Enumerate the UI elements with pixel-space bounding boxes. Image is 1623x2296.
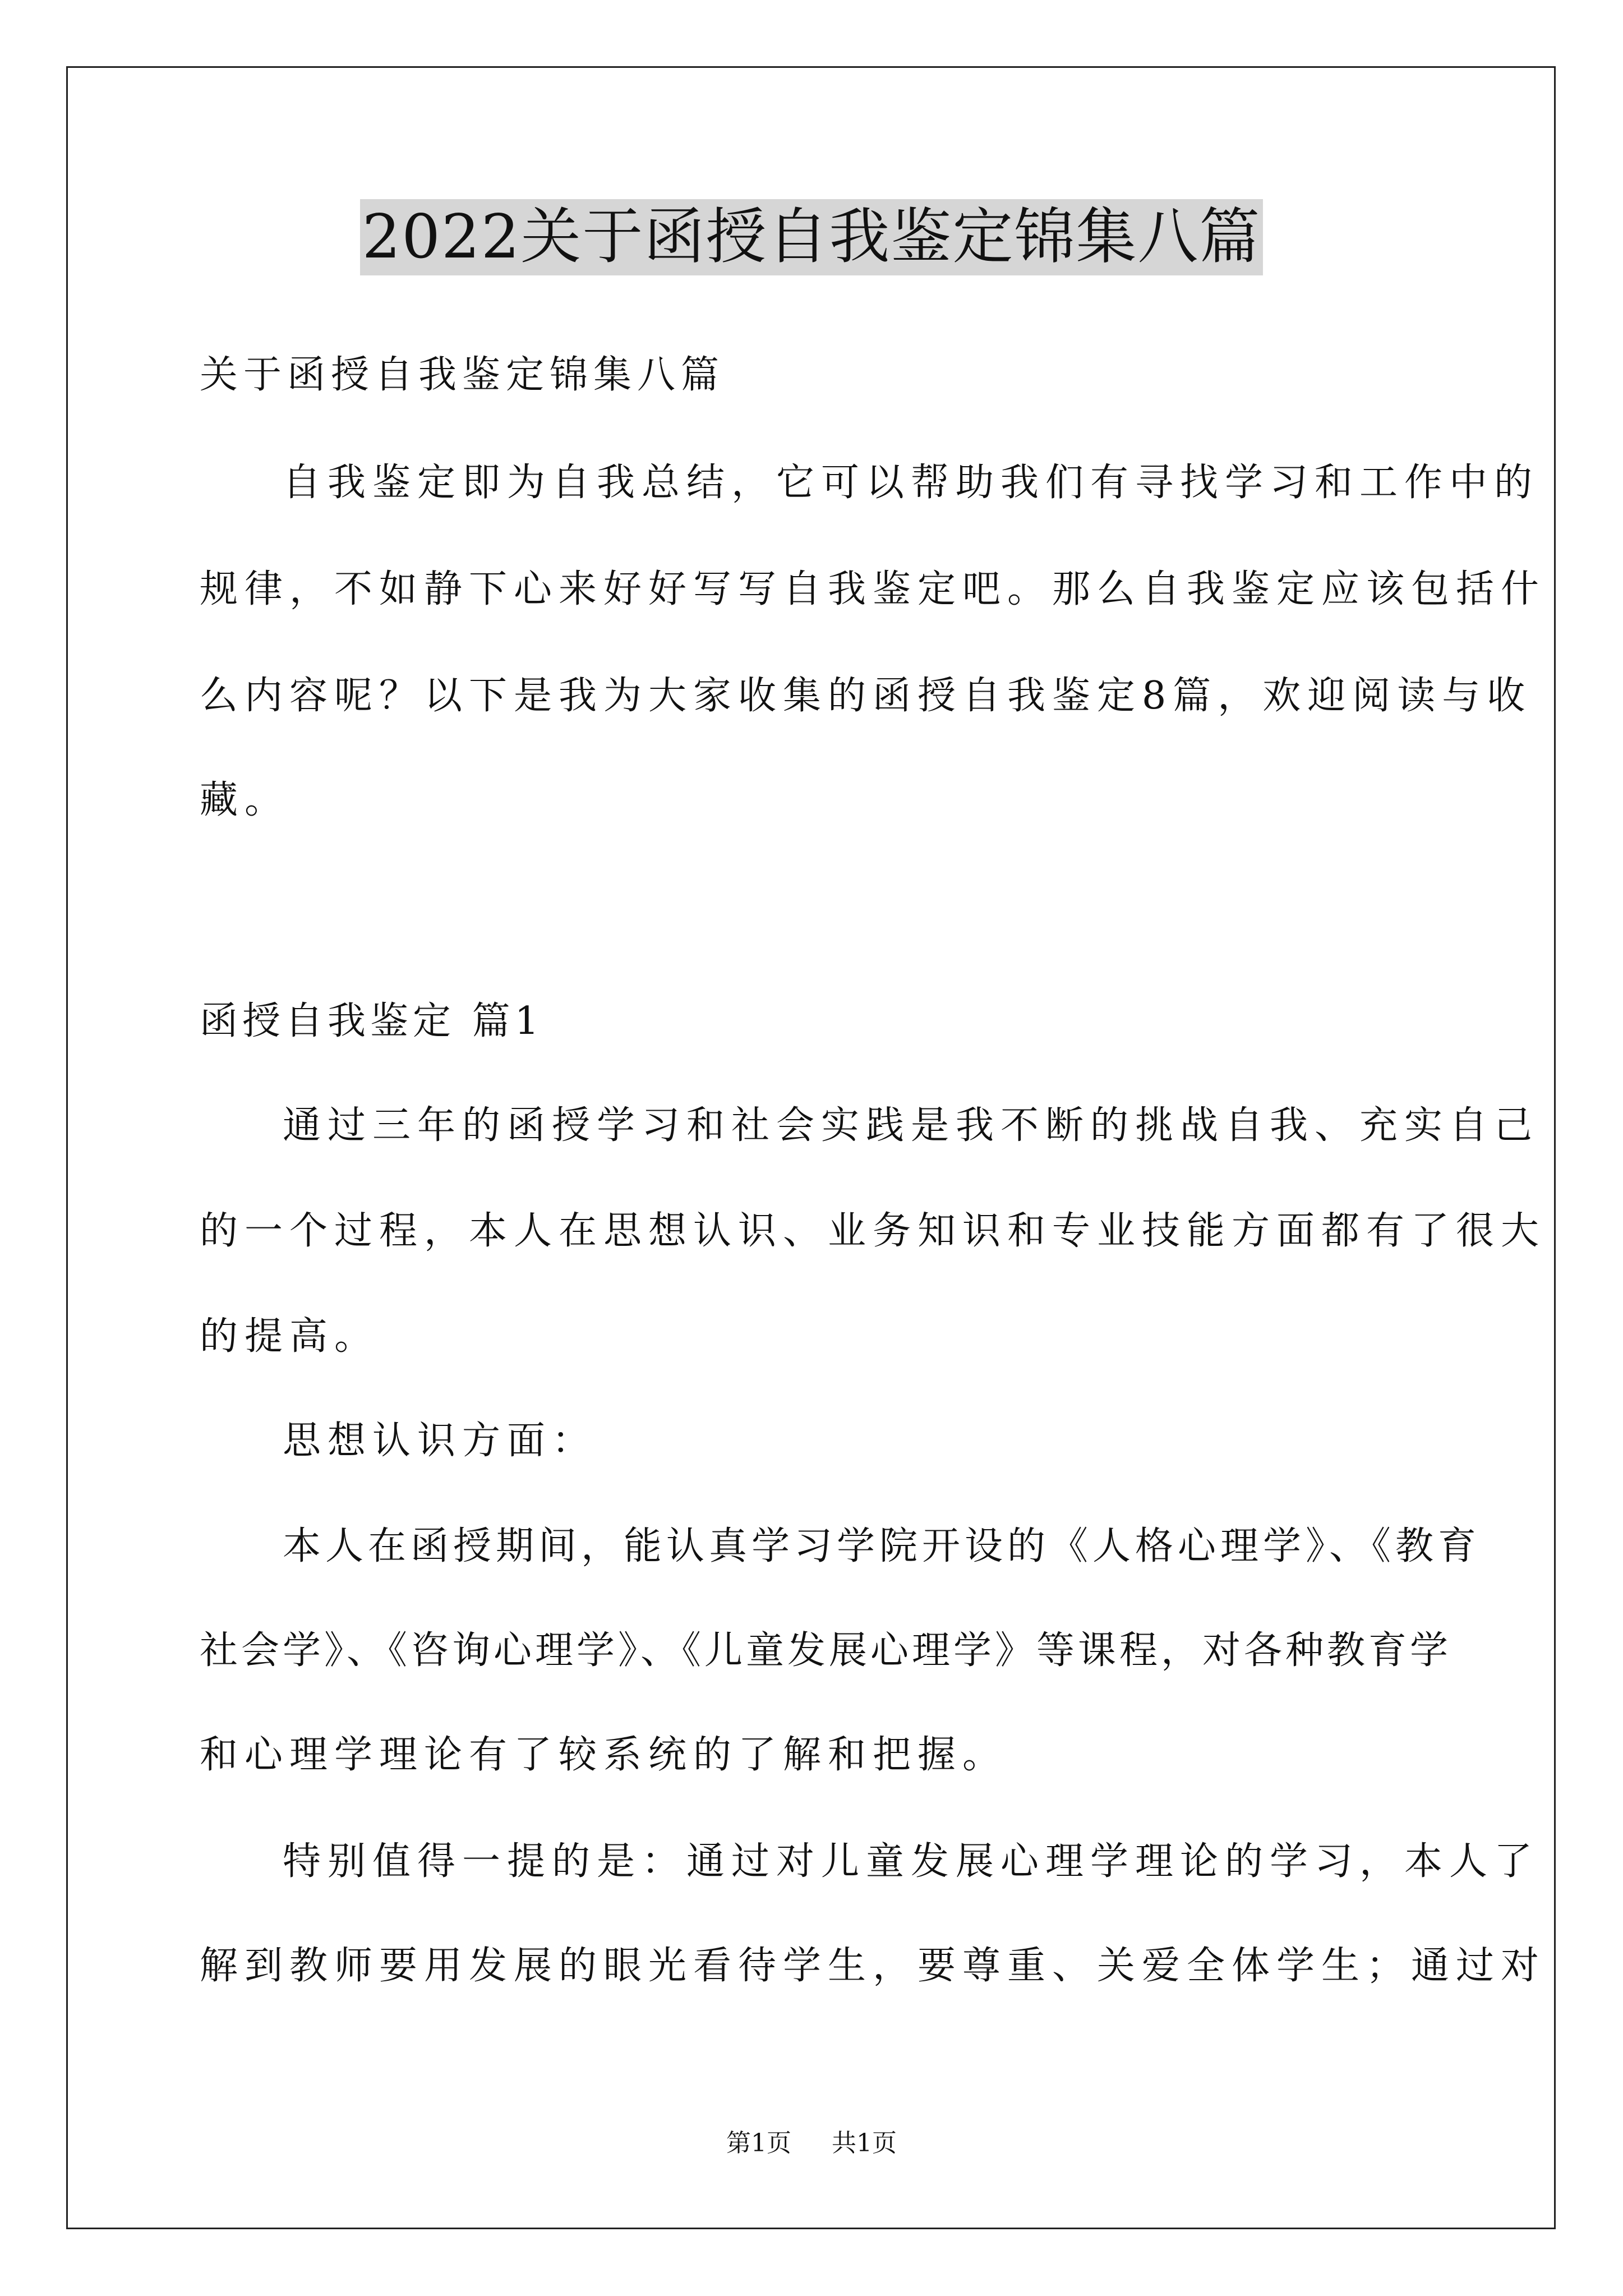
paragraph-line: 和心理学理论有了较系统的了解和把握。	[200, 1733, 1008, 1777]
intro-line: 规律，不如静下心来好好写写自我鉴定吧。那么自我鉴定应该包括什	[200, 567, 1546, 611]
intro-line: 自我鉴定即为自我总结，它可以帮助我们有寻找学习和工作中的	[283, 461, 1539, 505]
subtitle: 关于函授自我鉴定锦集八篇	[200, 353, 725, 397]
intro-line: 藏。	[200, 778, 290, 822]
paragraph-line: 本人在函授期间，能认真学习学院开设的《人格心理学》、《教育	[283, 1524, 1481, 1568]
paragraph-line: 社会学》、《咨询心理学》、《儿童发展心理学》等课程，对各种教育学	[200, 1628, 1452, 1673]
paragraph-line: 特别值得一提的是：通过对儿童发展心理学理论的学习，本人了	[283, 1839, 1539, 1884]
paragraph-line: 解到教师要用发展的眼光看待学生，要尊重、关爱全体学生；通过对	[200, 1944, 1546, 1988]
section-heading: 函授自我鉴定 篇1	[200, 999, 543, 1043]
document-title: 2022关于函授自我鉴定锦集八篇	[360, 199, 1264, 275]
page-footer	[0, 2128, 1623, 2159]
intro-line: 么内容呢？以下是我为大家收集的函授自我鉴定8篇，欢迎阅读与收	[200, 674, 1532, 718]
page-number: 第1页	[726, 2129, 791, 2157]
title-container	[0, 199, 1623, 275]
paragraph-line: 通过三年的函授学习和社会实践是我不断的挑战自我、充实自己	[283, 1103, 1539, 1148]
paragraph-line: 的提高。	[200, 1314, 380, 1359]
paragraph-line: 思想认识方面：	[283, 1419, 597, 1463]
paragraph-line: 的一个过程，本人在思想认识、业务知识和专业技能方面都有了很大	[200, 1209, 1546, 1253]
page-total: 共1页	[832, 2129, 897, 2157]
